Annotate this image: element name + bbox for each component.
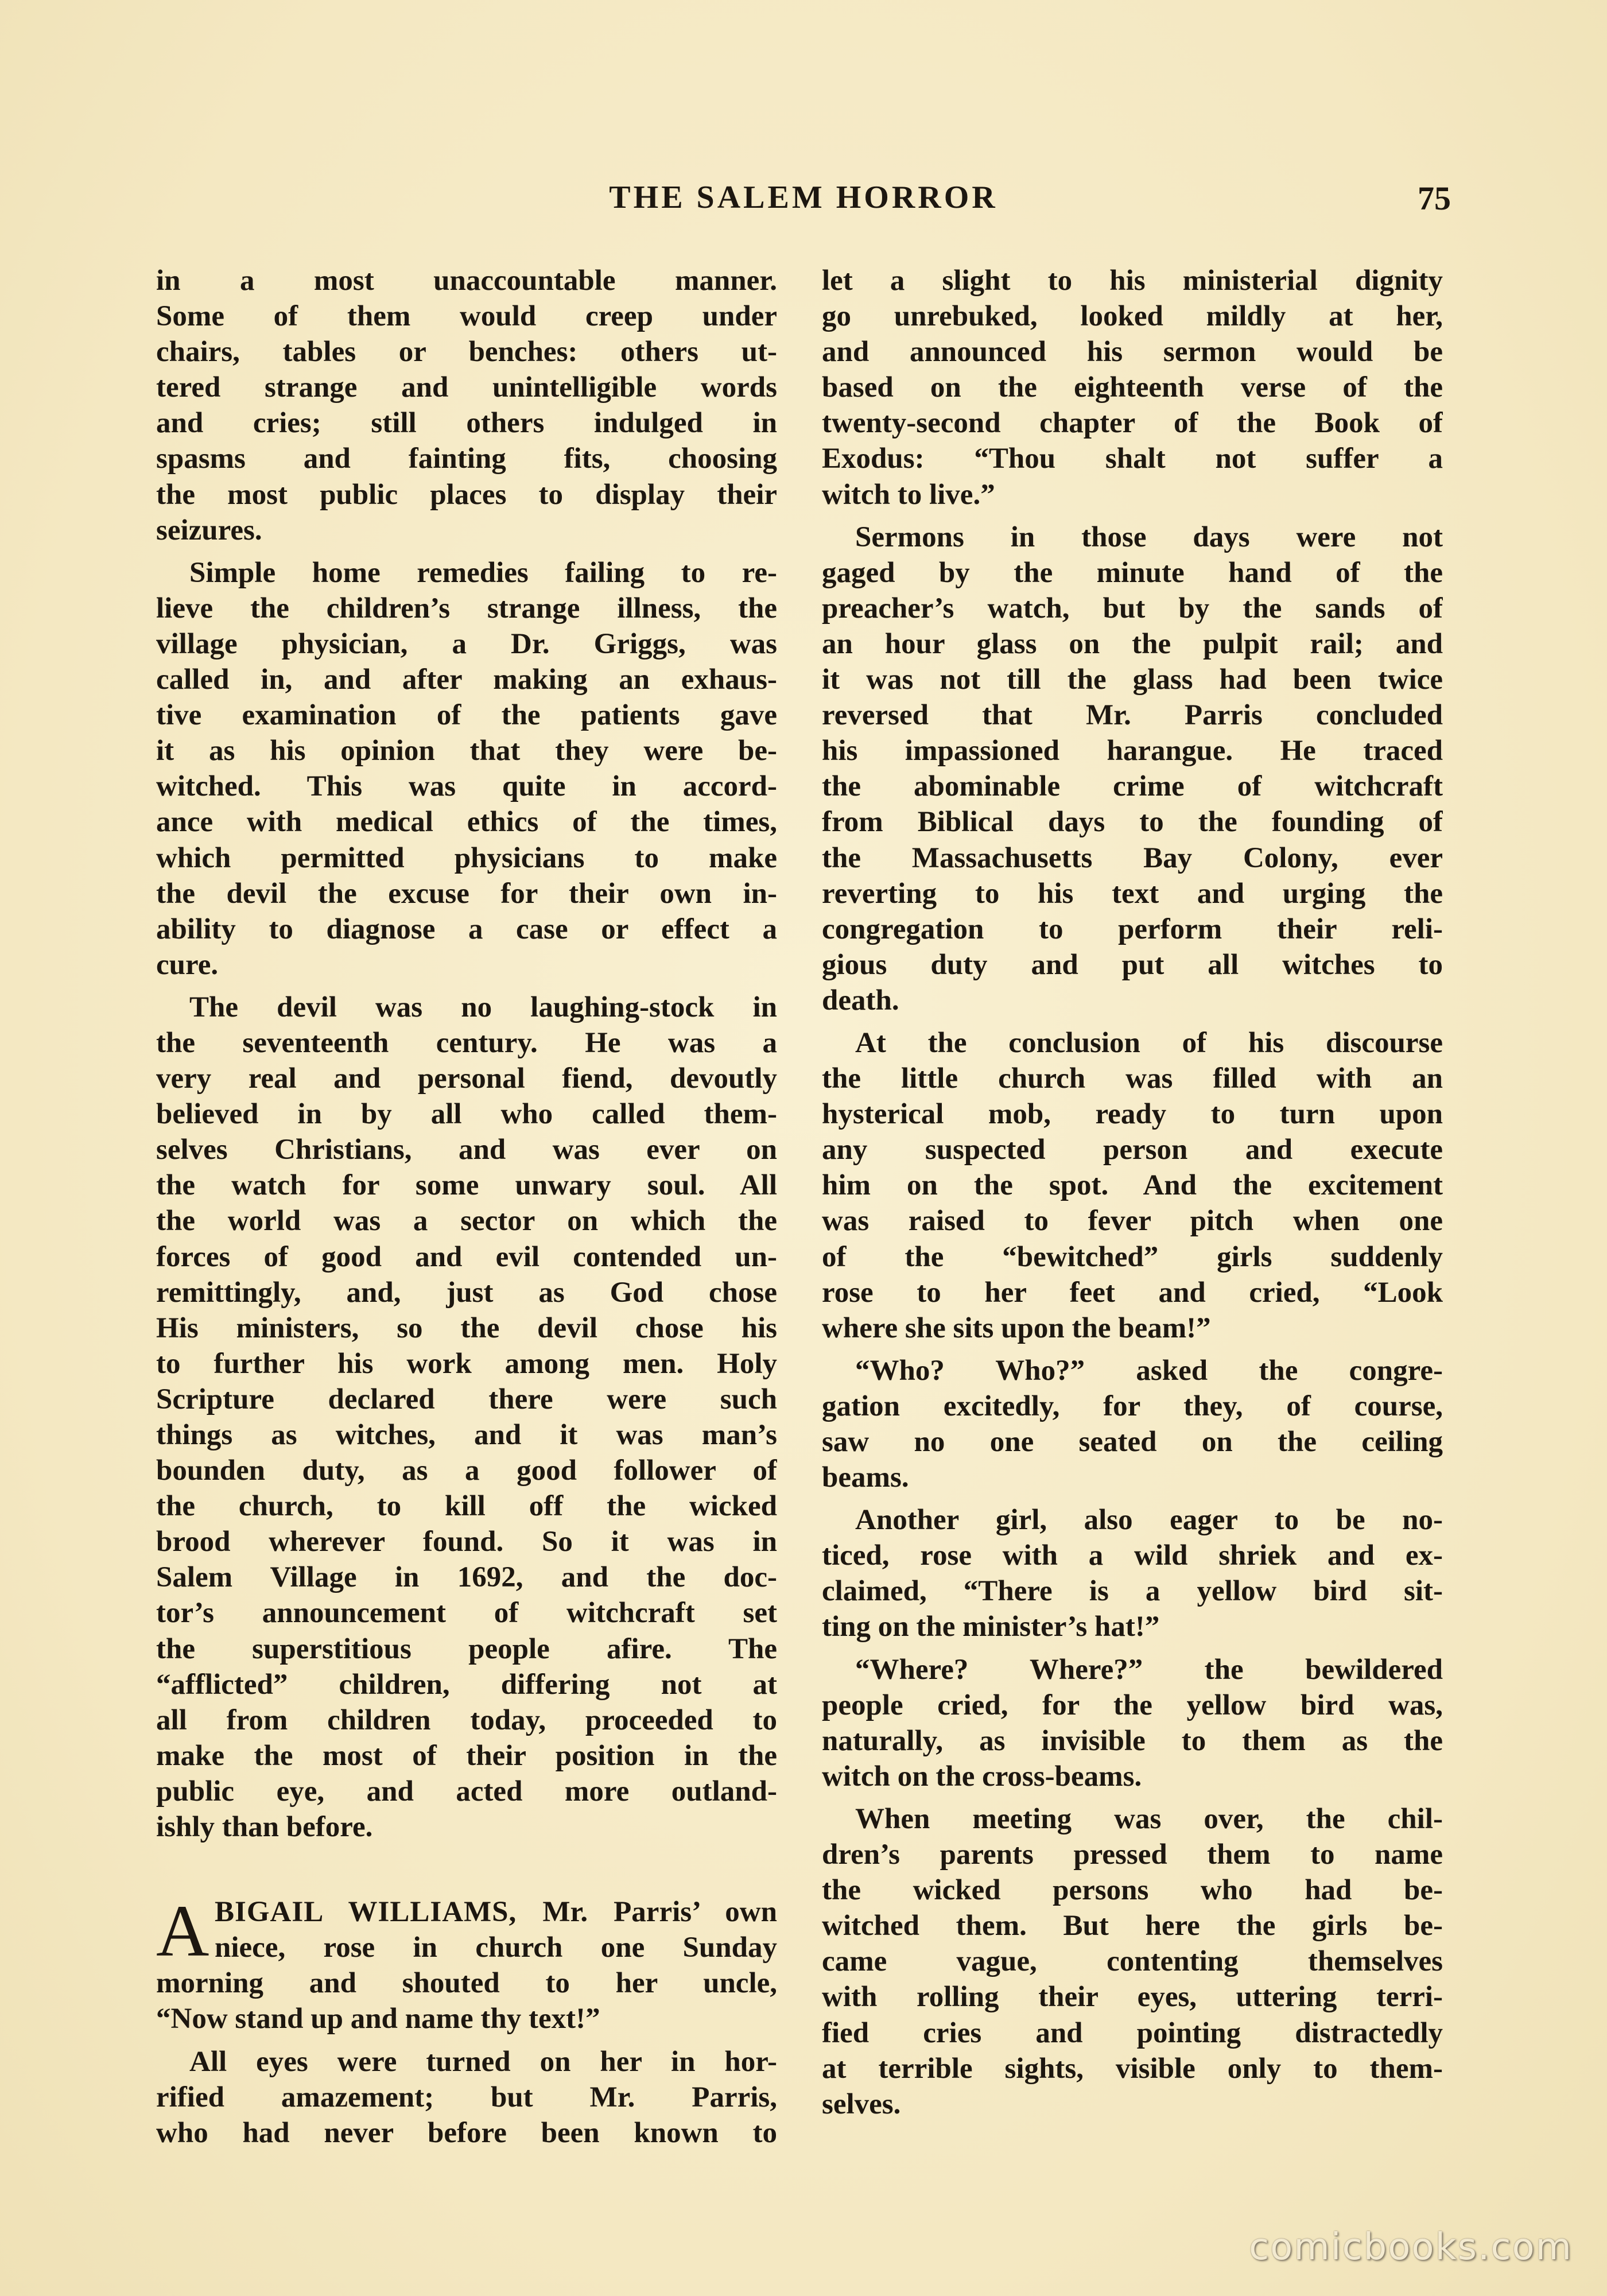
right-column [822,263,1443,2122]
text-line: Salem Village in 1692, and the doc- [156,1561,777,1594]
text-line: to further his work among men. Holy [156,1347,777,1380]
text-line: very real and personal fiend, devoutly [156,1062,777,1095]
text-line: twenty-second chapter of the Book of [822,407,1443,440]
paragraph-gap [822,1645,1443,1652]
text-line: the abominable crime of witchcraft [822,770,1443,803]
paragraph-gap [156,2037,777,2044]
text-line: “Who? Who?” asked the congre- [855,1354,1443,1387]
text-line: witched them. But here the girls be- [822,1910,1443,1942]
text-line: fied cries and pointing distractedly [822,2016,1443,2049]
text-line: Scripture declared there were such [156,1383,777,1415]
text-line: Some of them would creep under [156,300,777,333]
text-line: All eyes were turned on her in hor- [189,2045,777,2078]
text-line: Sermons in those days were not [855,521,1443,553]
paragraph-gap [822,513,1443,519]
text-line: lieve the children’s strange illness, the [156,592,777,625]
text-line: saw no one seated on the ceiling [822,1426,1443,1458]
paragraph-gap [156,983,777,990]
text-line: ance with medical ethics of the times, [156,806,777,839]
text-line: “Now stand up and name thy text!” [156,2003,600,2035]
text-line: based on the eighteenth verse of the [822,371,1443,404]
text-line: witch to live.” [822,478,995,511]
text-line: reversed that Mr. Parris concluded [822,699,1443,732]
text-line: Exodus: “Thou shalt not suffer a [822,443,1443,475]
text-line: “afflicted” children, differing not at [156,1668,777,1701]
text-line: village physician, a Dr. Griggs, was [156,627,777,660]
text-line: cure. [156,948,219,981]
text-line: tor’s announcement of witchcraft set [156,1597,777,1630]
text-line: at terrible sights, visible only to them- [822,2052,1443,2085]
text-line: beams. [822,1461,909,1494]
text-line: spasms and fainting fits, choosing [156,443,777,475]
text-line: tive examination of the patients gave [156,699,777,732]
text-line: called in, and after making an exhaus- [156,664,777,696]
section-break [156,1845,777,1894]
text-line: morning and shouted to her uncle, [156,1967,777,2000]
text-line: the most public places to display their [156,478,777,511]
text-line: hysterical mob, ready to turn upon [822,1098,1443,1131]
text-line: and cries; still others indulged in [156,407,777,440]
text-line: forces of good and evil contended un- [156,1240,777,1273]
text-line: any suspected person and execute [822,1134,1443,1166]
text-line: Another girl, also eager to be no- [855,1504,1443,1537]
text-line: go unrebuked, looked mildly at her, [822,300,1443,333]
text-line: the Massachusetts Bay Colony, ever [822,841,1443,874]
running-title: THE SALEM HORROR [609,180,998,215]
watermark-logo: comicbooks.com [1248,2226,1573,2268]
page-number: 75 [1418,180,1451,217]
text-line: let a slight to his ministerial dignity [822,265,1443,297]
text-line: make the most of their position in the [156,1739,777,1772]
text-line: his impassioned harangue. He traced [822,735,1443,767]
running-head [156,179,1451,219]
text-line: seizures. [156,514,262,546]
text-line: the church, to kill off the wicked [156,1490,777,1523]
text-line: dren’s parents pressed them to name [822,1839,1443,1871]
text-line: it as his opinion that they were be- [156,735,777,767]
text-line: niece, rose in church one Sunday [215,1932,777,1964]
text-line: Simple home remedies failing to re- [189,556,777,589]
text-line: an hour glass on the pulpit rail; and [822,627,1443,660]
paragraph-gap [822,1346,1443,1353]
text-line: with rolling their eyes, uttering terri- [822,1981,1443,2014]
first-line-rest: Mr. Parris’ own [517,1896,777,1929]
text-line: At the conclusion of his discourse [855,1026,1443,1059]
text-line: congregation to perform their reli- [822,913,1443,945]
text-line: gation excitedly, for they, of course, [822,1390,1443,1422]
paragraph-gap [822,1495,1443,1502]
text-line: where she sits upon the beam!” [822,1312,1211,1344]
text-line: the world was a sector on which the [156,1205,777,1238]
text-line: gious duty and put all witches to [822,948,1443,981]
text-line: tered strange and unintelligible words [156,371,777,404]
text-line: and announced his sermon would be [822,336,1443,369]
text-line: all from children today, proceeded to [156,1704,777,1736]
text-line: selves. [822,2088,901,2120]
text-line: bounden duty, as a good follower of [156,1455,777,1487]
text-line: preacher’s watch, but by the sands of [822,592,1443,625]
text-line: gaged by the minute hand of the [822,556,1443,589]
text-line: “Where? Where?” the bewildered [855,1653,1443,1686]
text-line: His ministers, so the devil chose his [156,1312,777,1344]
text-line: ability to diagnose a case or effect a [156,913,777,945]
text-line: which permitted physicians to make [156,841,777,874]
text-line: the watch for some unwary soul. All [156,1169,777,1202]
text-line: came vague, contenting themselves [822,1945,1443,1978]
left-column [156,263,777,2151]
text-line: selves Christians, and was ever on [156,1134,777,1166]
text-line: the little church was filled with an [822,1062,1443,1095]
text-line: claimed, “There is a yellow bird sit- [822,1575,1443,1608]
small-caps-name: BIGAIL WILLIAMS, [215,1896,517,1929]
text-line: the superstitious people afire. The [156,1632,777,1665]
text-line: ticed, rose with a wild shriek and ex- [822,1539,1443,1572]
text-line: people cried, for the yellow bird was, [822,1689,1443,1721]
paragraph-gap [822,1794,1443,1801]
text-line: rified amazement; but Mr. Parris, [156,2081,777,2113]
text-line: brood wherever found. So it was in [156,1526,777,1558]
text-line: of the “bewitched” girls suddenly [822,1240,1443,1273]
text-line [156,1894,777,1930]
text-line: was raised to fever pitch when one [822,1205,1443,1238]
text-line: witched. This was quite in accord- [156,770,777,803]
drop-cap: A [156,1890,209,1972]
text-line: in a most unaccountable manner. [156,265,777,297]
text-line: who had never before been known to [156,2116,777,2149]
text-line: naturally, as invisible to them as the [822,1724,1443,1757]
text-line: reverting to his text and urging the [822,877,1443,910]
text-line: it was not till the glass had been twice [822,664,1443,696]
text-line: witch on the cross-beams. [822,1760,1142,1793]
text-line: the wicked persons who had be- [822,1874,1443,1907]
paragraph-gap [156,548,777,555]
text-line: from Biblical days to the founding of [822,806,1443,839]
drop-cap-paragraph [156,1890,777,1972]
text-line: things as witches, and it was man’s [156,1419,777,1451]
text-line: the devil the excuse for their own in- [156,877,777,910]
text-line: public eye, and acted more outland- [156,1775,777,1808]
paragraph-gap [822,1018,1443,1025]
text-line: When meeting was over, the chil- [855,1802,1443,1835]
text-line: death. [822,984,899,1017]
text-line: The devil was no laughing-stock in [189,991,777,1023]
text-line: remittingly, and, just as God chose [156,1276,777,1309]
text-line: the seventeenth century. He was a [156,1026,777,1059]
text-line: rose to her feet and cried, “Look [822,1276,1443,1309]
text-line: him on the spot. And the excitement [822,1169,1443,1202]
text-line: chairs, tables or benches: others ut- [156,336,777,369]
text-line: believed in by all who called them- [156,1098,777,1131]
text-line: ishly than before. [156,1811,373,1844]
text-line: ting on the minister’s hat!” [822,1611,1160,1643]
